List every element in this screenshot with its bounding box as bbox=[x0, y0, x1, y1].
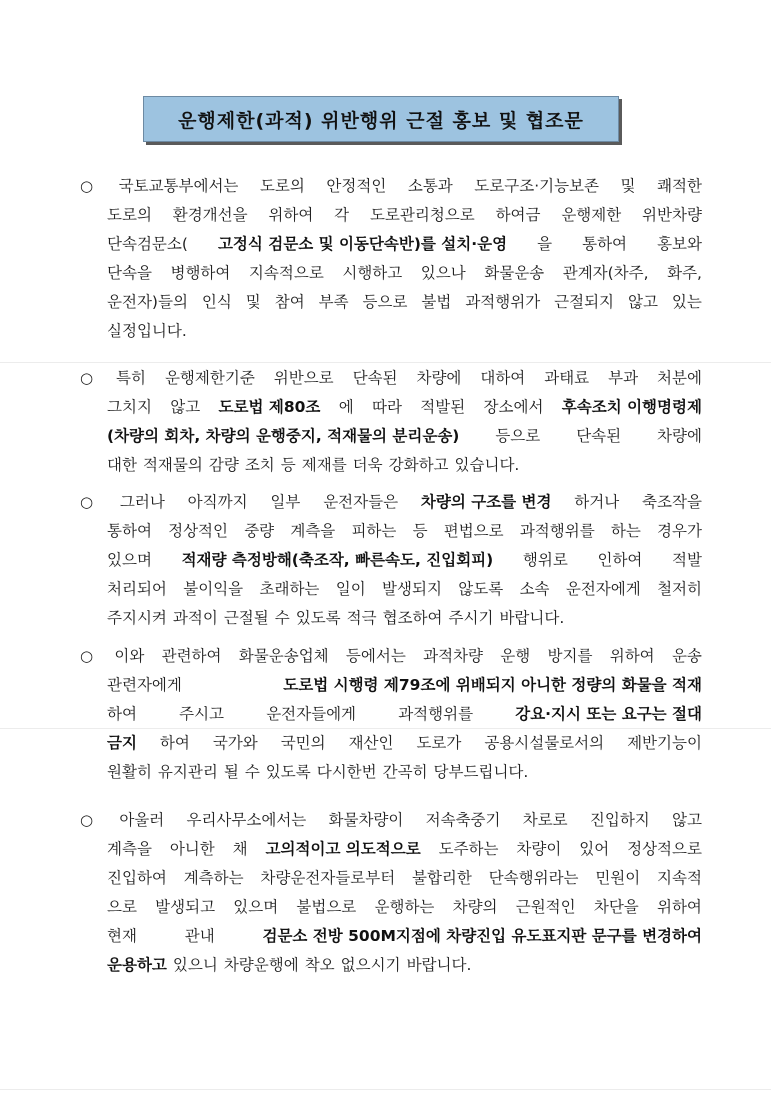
text-line bbox=[80, 835, 702, 864]
text-word: 인식 bbox=[201, 293, 232, 311]
text-word: 부족 bbox=[318, 293, 349, 311]
text-line bbox=[80, 288, 702, 317]
bullet-symbol: ○ bbox=[80, 811, 94, 829]
text-word: 운전자)들의 bbox=[107, 293, 188, 311]
text-word: 이와 bbox=[114, 647, 145, 665]
text-word: 차량운전자들로부터 bbox=[260, 869, 396, 887]
text-word: 등에서는 bbox=[345, 647, 406, 665]
text-word: 철저히 bbox=[657, 580, 702, 598]
text-word: 착오 bbox=[304, 956, 335, 974]
text-word: 단속을 bbox=[107, 264, 152, 282]
text-word: 차량이 bbox=[516, 840, 562, 858]
text-word: 아니한 bbox=[169, 840, 215, 858]
text-word: 축조작을 bbox=[642, 493, 702, 511]
text-line bbox=[80, 546, 702, 575]
text-word: 장소에서 bbox=[483, 398, 544, 416]
text-word: 차량운행에 bbox=[223, 956, 299, 974]
text-word: 있으며 bbox=[233, 898, 279, 916]
emphasized-text: 적재량 측정방해(축조작, 빠른속도, 진입회피) bbox=[181, 551, 494, 569]
text-line bbox=[80, 700, 702, 729]
text-word: 운전자들에게 bbox=[266, 705, 357, 723]
text-line bbox=[80, 671, 702, 700]
text-word: 아직까지 bbox=[187, 493, 248, 511]
text-word: 위반차량 bbox=[642, 206, 702, 224]
text-word: 특히 bbox=[116, 369, 146, 387]
text-word: 에 bbox=[338, 398, 354, 416]
text-word: 대한 bbox=[107, 456, 137, 474]
text-word: 근절될 bbox=[223, 609, 269, 627]
text-word: 소통과 bbox=[407, 177, 453, 195]
text-word: 관계자(차주, bbox=[562, 264, 649, 282]
document-title: 운행제한(과적) 위반행위 근절 홍보 및 협조문 bbox=[143, 96, 619, 142]
emphasized-text: 금지 bbox=[107, 734, 137, 752]
text-word: 등 bbox=[280, 456, 296, 474]
text-word: 현재 bbox=[107, 927, 137, 945]
text-word: 진입하여 bbox=[107, 869, 167, 887]
text-word: 있으니 bbox=[172, 956, 218, 974]
text-word: 지속적으로 bbox=[248, 264, 324, 282]
text-line bbox=[80, 317, 702, 346]
text-line bbox=[80, 230, 702, 259]
text-word: 적재물의 bbox=[142, 456, 203, 474]
text-word: 등으로 bbox=[495, 427, 541, 445]
emphasized-text: 도로법 시행령 제79조에 위배되지 아니한 정량의 화물을 적재 bbox=[283, 676, 702, 694]
bullet-symbol: ○ bbox=[80, 493, 94, 511]
text-word: 협조하여 bbox=[382, 609, 443, 627]
text-word: 우리사무소에서는 bbox=[186, 811, 307, 829]
text-word: 정상적인 bbox=[168, 522, 229, 540]
text-word: 발생되지 bbox=[382, 580, 442, 598]
text-word: 주지시켜 bbox=[107, 609, 167, 627]
text-line bbox=[80, 604, 702, 633]
text-word: 단속행위라는 bbox=[488, 869, 579, 887]
text-word: 않도록 bbox=[458, 580, 504, 598]
text-word: 병행하여 bbox=[170, 264, 231, 282]
text-word: 있는 bbox=[671, 293, 702, 311]
text-word: 국가와 bbox=[212, 734, 258, 752]
text-word: 도로가 bbox=[416, 734, 462, 752]
text-word: 경우가 bbox=[657, 522, 702, 540]
text-line bbox=[80, 951, 702, 980]
text-word: 주시기 bbox=[448, 609, 494, 627]
text-word: 진입하지 bbox=[589, 811, 650, 829]
text-word: 처리되어 bbox=[107, 580, 167, 598]
text-word: 관내 bbox=[184, 927, 215, 945]
text-word: 있도록 bbox=[265, 763, 311, 781]
text-word: 행위로 bbox=[522, 551, 568, 569]
text-word: 쾌적한 bbox=[657, 177, 702, 195]
text-word: 주시고 bbox=[179, 705, 225, 723]
emphasized-text: 도로법 제80조 bbox=[218, 398, 321, 416]
text-word: 단속된 bbox=[576, 427, 622, 445]
bullet-symbol: ○ bbox=[80, 177, 94, 195]
text-word: 조치 bbox=[244, 456, 275, 474]
text-word: 그러나 bbox=[119, 493, 165, 511]
paper-fold-line bbox=[0, 362, 771, 363]
text-word: 그치지 bbox=[107, 398, 152, 416]
text-word: 않고 bbox=[170, 398, 201, 416]
text-word: 운행제한 bbox=[561, 206, 622, 224]
text-word: 운전자들은 bbox=[323, 493, 399, 511]
text-word: 차량에 bbox=[416, 369, 462, 387]
text-word: 하여 bbox=[107, 705, 137, 723]
text-word: 정상적으로 bbox=[627, 840, 702, 858]
text-word: 불합리한 bbox=[411, 869, 472, 887]
text-word: 통하여 bbox=[107, 522, 152, 540]
text-word: 차량에 bbox=[657, 427, 702, 445]
text-word: 운송 bbox=[671, 647, 702, 665]
text-word: 민원이 bbox=[595, 869, 641, 887]
text-word: 운전자에게 bbox=[565, 580, 641, 598]
text-word: 처분에 bbox=[657, 369, 702, 387]
text-word: 간곡히 bbox=[382, 763, 428, 781]
text-word: 채 bbox=[232, 840, 248, 858]
paragraph-5 bbox=[80, 806, 702, 980]
text-word: 근절되지 bbox=[554, 293, 615, 311]
text-word: 수 bbox=[244, 763, 260, 781]
text-word: 화물차량이 bbox=[328, 811, 404, 829]
bullet-symbol: ○ bbox=[80, 369, 94, 387]
text-word: 공용시설물로서의 bbox=[484, 734, 605, 752]
text-word: 더욱 bbox=[352, 456, 383, 474]
text-line bbox=[80, 488, 702, 517]
text-line bbox=[80, 922, 702, 951]
text-word: 적발된 bbox=[420, 398, 466, 416]
text-word: 과적행위가 bbox=[465, 293, 541, 311]
text-word: 불법 bbox=[421, 293, 452, 311]
emphasized-text: 고정식 검문소 및 이동단속반)를 설치·운영 bbox=[217, 235, 508, 253]
text-word: 차단을 bbox=[593, 898, 639, 916]
text-word: 도로의 bbox=[259, 177, 305, 195]
text-word: 도로의 bbox=[107, 206, 152, 224]
text-word: 소속 bbox=[519, 580, 550, 598]
emphasized-text: 후속조치 이행명령제 bbox=[561, 398, 702, 416]
text-word: 등으로 bbox=[362, 293, 408, 311]
text-word: 과태료 bbox=[544, 369, 590, 387]
text-word: 운행제한기준 bbox=[164, 369, 255, 387]
text-word: 운행하는 bbox=[374, 898, 435, 916]
paragraph-2 bbox=[80, 364, 702, 480]
text-word: 있어 bbox=[579, 840, 610, 858]
text-word: 및 bbox=[620, 177, 636, 195]
text-word: 않고 bbox=[672, 811, 702, 829]
text-word: 지속적 bbox=[657, 869, 702, 887]
text-word: 바랍니다. bbox=[406, 956, 472, 974]
paragraph-3 bbox=[80, 488, 702, 633]
paper-fold-line bbox=[0, 1089, 771, 1090]
text-word: 제반기능이 bbox=[627, 734, 702, 752]
text-word: 없으시기 bbox=[340, 956, 401, 974]
emphasized-text: 고의적이고 의도적으로 bbox=[265, 840, 421, 858]
text-word: 발생되고 bbox=[155, 898, 216, 916]
emphasized-text: 검문소 전방 500M지점에 차량진입 유도표지판 문구를 변경하여 bbox=[262, 927, 702, 945]
text-line bbox=[80, 642, 702, 671]
text-word: 과적차량 bbox=[423, 647, 484, 665]
text-line bbox=[80, 893, 702, 922]
text-word: 과적행위를 bbox=[398, 705, 474, 723]
text-word: 관련하여 bbox=[161, 647, 222, 665]
text-word: 강화하고 bbox=[388, 456, 449, 474]
text-word: 도주하는 bbox=[438, 840, 499, 858]
text-word: 불법으로 bbox=[296, 898, 357, 916]
text-word: 운행 bbox=[500, 647, 531, 665]
text-line bbox=[80, 172, 702, 201]
text-word: 환경개선을 bbox=[172, 206, 248, 224]
text-word: 과적이 bbox=[172, 609, 218, 627]
text-line bbox=[80, 364, 702, 393]
text-word: 으로 bbox=[107, 898, 137, 916]
text-word: 적극 bbox=[346, 609, 377, 627]
text-word: 위하여 bbox=[656, 898, 702, 916]
text-word: 있습니다. bbox=[454, 456, 520, 474]
text-word: 안정적인 bbox=[326, 177, 387, 195]
text-word: 중량 bbox=[244, 522, 275, 540]
text-word: 국토교통부에서는 bbox=[118, 177, 239, 195]
text-line bbox=[80, 259, 702, 288]
paragraph-4 bbox=[80, 642, 702, 787]
text-word: 수 bbox=[274, 609, 290, 627]
text-word: 재산인 bbox=[348, 734, 394, 752]
text-word: 초래하는 bbox=[259, 580, 320, 598]
text-word: 일이 bbox=[335, 580, 366, 598]
text-word: 다시한번 bbox=[316, 763, 377, 781]
text-word: 참여 bbox=[274, 293, 305, 311]
text-word: 홍보와 bbox=[657, 235, 702, 253]
text-word: 각 bbox=[334, 206, 350, 224]
text-word: 있으나 bbox=[420, 264, 466, 282]
text-word: 등 bbox=[412, 522, 428, 540]
text-word: 화물운송 bbox=[484, 264, 545, 282]
text-word: 하는 bbox=[610, 522, 641, 540]
text-word: 피하는 bbox=[351, 522, 397, 540]
text-word: 하여금 bbox=[495, 206, 541, 224]
text-word: 관련자에게 bbox=[107, 676, 182, 694]
text-word: 편법으로 bbox=[443, 522, 504, 540]
text-word: 화물운송업체 bbox=[238, 647, 329, 665]
text-word: 대하여 bbox=[480, 369, 526, 387]
text-word: 및 bbox=[245, 293, 261, 311]
text-line bbox=[80, 806, 702, 835]
emphasized-text: 운용하고 bbox=[107, 956, 167, 974]
text-word: 도로구조·기능보존 bbox=[474, 177, 600, 195]
text-word: 계측하는 bbox=[183, 869, 244, 887]
text-word: 있도록 bbox=[295, 609, 341, 627]
text-word: 위하여 bbox=[609, 647, 655, 665]
text-word: 시행하고 bbox=[342, 264, 403, 282]
text-word: 하여 bbox=[159, 734, 190, 752]
emphasized-text: 차량의 구조를 변경 bbox=[420, 493, 552, 511]
text-word: 원활히 bbox=[107, 763, 152, 781]
text-word: 인하여 bbox=[597, 551, 643, 569]
text-word: 제재를 bbox=[301, 456, 347, 474]
text-word: 바랍니다. bbox=[499, 609, 565, 627]
text-word: 과적행위를 bbox=[519, 522, 595, 540]
text-word: 아울러 bbox=[119, 811, 165, 829]
text-line bbox=[80, 758, 702, 787]
text-word: 방지를 bbox=[547, 647, 593, 665]
text-word: 저속축중기 bbox=[425, 811, 501, 829]
text-word: 위하여 bbox=[268, 206, 314, 224]
text-word: 일부 bbox=[270, 493, 301, 511]
text-word: 도로관리청으로 bbox=[369, 206, 475, 224]
text-line bbox=[80, 575, 702, 604]
text-word: 불이익을 bbox=[183, 580, 244, 598]
text-word: 단속검문소( bbox=[107, 235, 188, 253]
paragraph-1 bbox=[80, 172, 702, 346]
text-line bbox=[80, 517, 702, 546]
text-word: 계측을 bbox=[107, 840, 152, 858]
text-line bbox=[80, 451, 702, 480]
text-word: 부과 bbox=[608, 369, 639, 387]
text-word: 않고 bbox=[628, 293, 658, 311]
text-word: 적발 bbox=[672, 551, 702, 569]
text-line bbox=[80, 729, 702, 758]
bullet-symbol: ○ bbox=[80, 647, 94, 665]
text-word: 될 bbox=[223, 763, 239, 781]
text-word: 단속된 bbox=[352, 369, 398, 387]
text-line bbox=[80, 864, 702, 893]
text-word: 통하여 bbox=[582, 235, 628, 253]
text-word: 있으며 bbox=[107, 551, 152, 569]
emphasized-text: (차량의 회차, 차량의 운행중지, 적재물의 분리운송) bbox=[107, 427, 460, 445]
text-word: 유지관리 bbox=[157, 763, 218, 781]
text-word: 실정입니다. bbox=[107, 322, 187, 340]
text-word: 국민의 bbox=[280, 734, 326, 752]
text-word: 차량의 bbox=[452, 898, 498, 916]
text-word: 따라 bbox=[372, 398, 402, 416]
emphasized-text: 강요·지시 또는 요구는 절대 bbox=[515, 705, 702, 723]
text-line bbox=[80, 393, 702, 422]
text-word: 감량 bbox=[208, 456, 239, 474]
text-line bbox=[80, 422, 702, 451]
text-word: 근원적인 bbox=[515, 898, 576, 916]
text-word: 하거나 bbox=[574, 493, 620, 511]
text-word: 을 bbox=[537, 235, 553, 253]
text-word: 차로로 bbox=[522, 811, 568, 829]
text-word: 화주, bbox=[667, 264, 702, 282]
text-word: 당부드립니다. bbox=[433, 763, 529, 781]
text-line bbox=[80, 201, 702, 230]
text-word: 위반으로 bbox=[273, 369, 334, 387]
text-word: 계측을 bbox=[290, 522, 336, 540]
